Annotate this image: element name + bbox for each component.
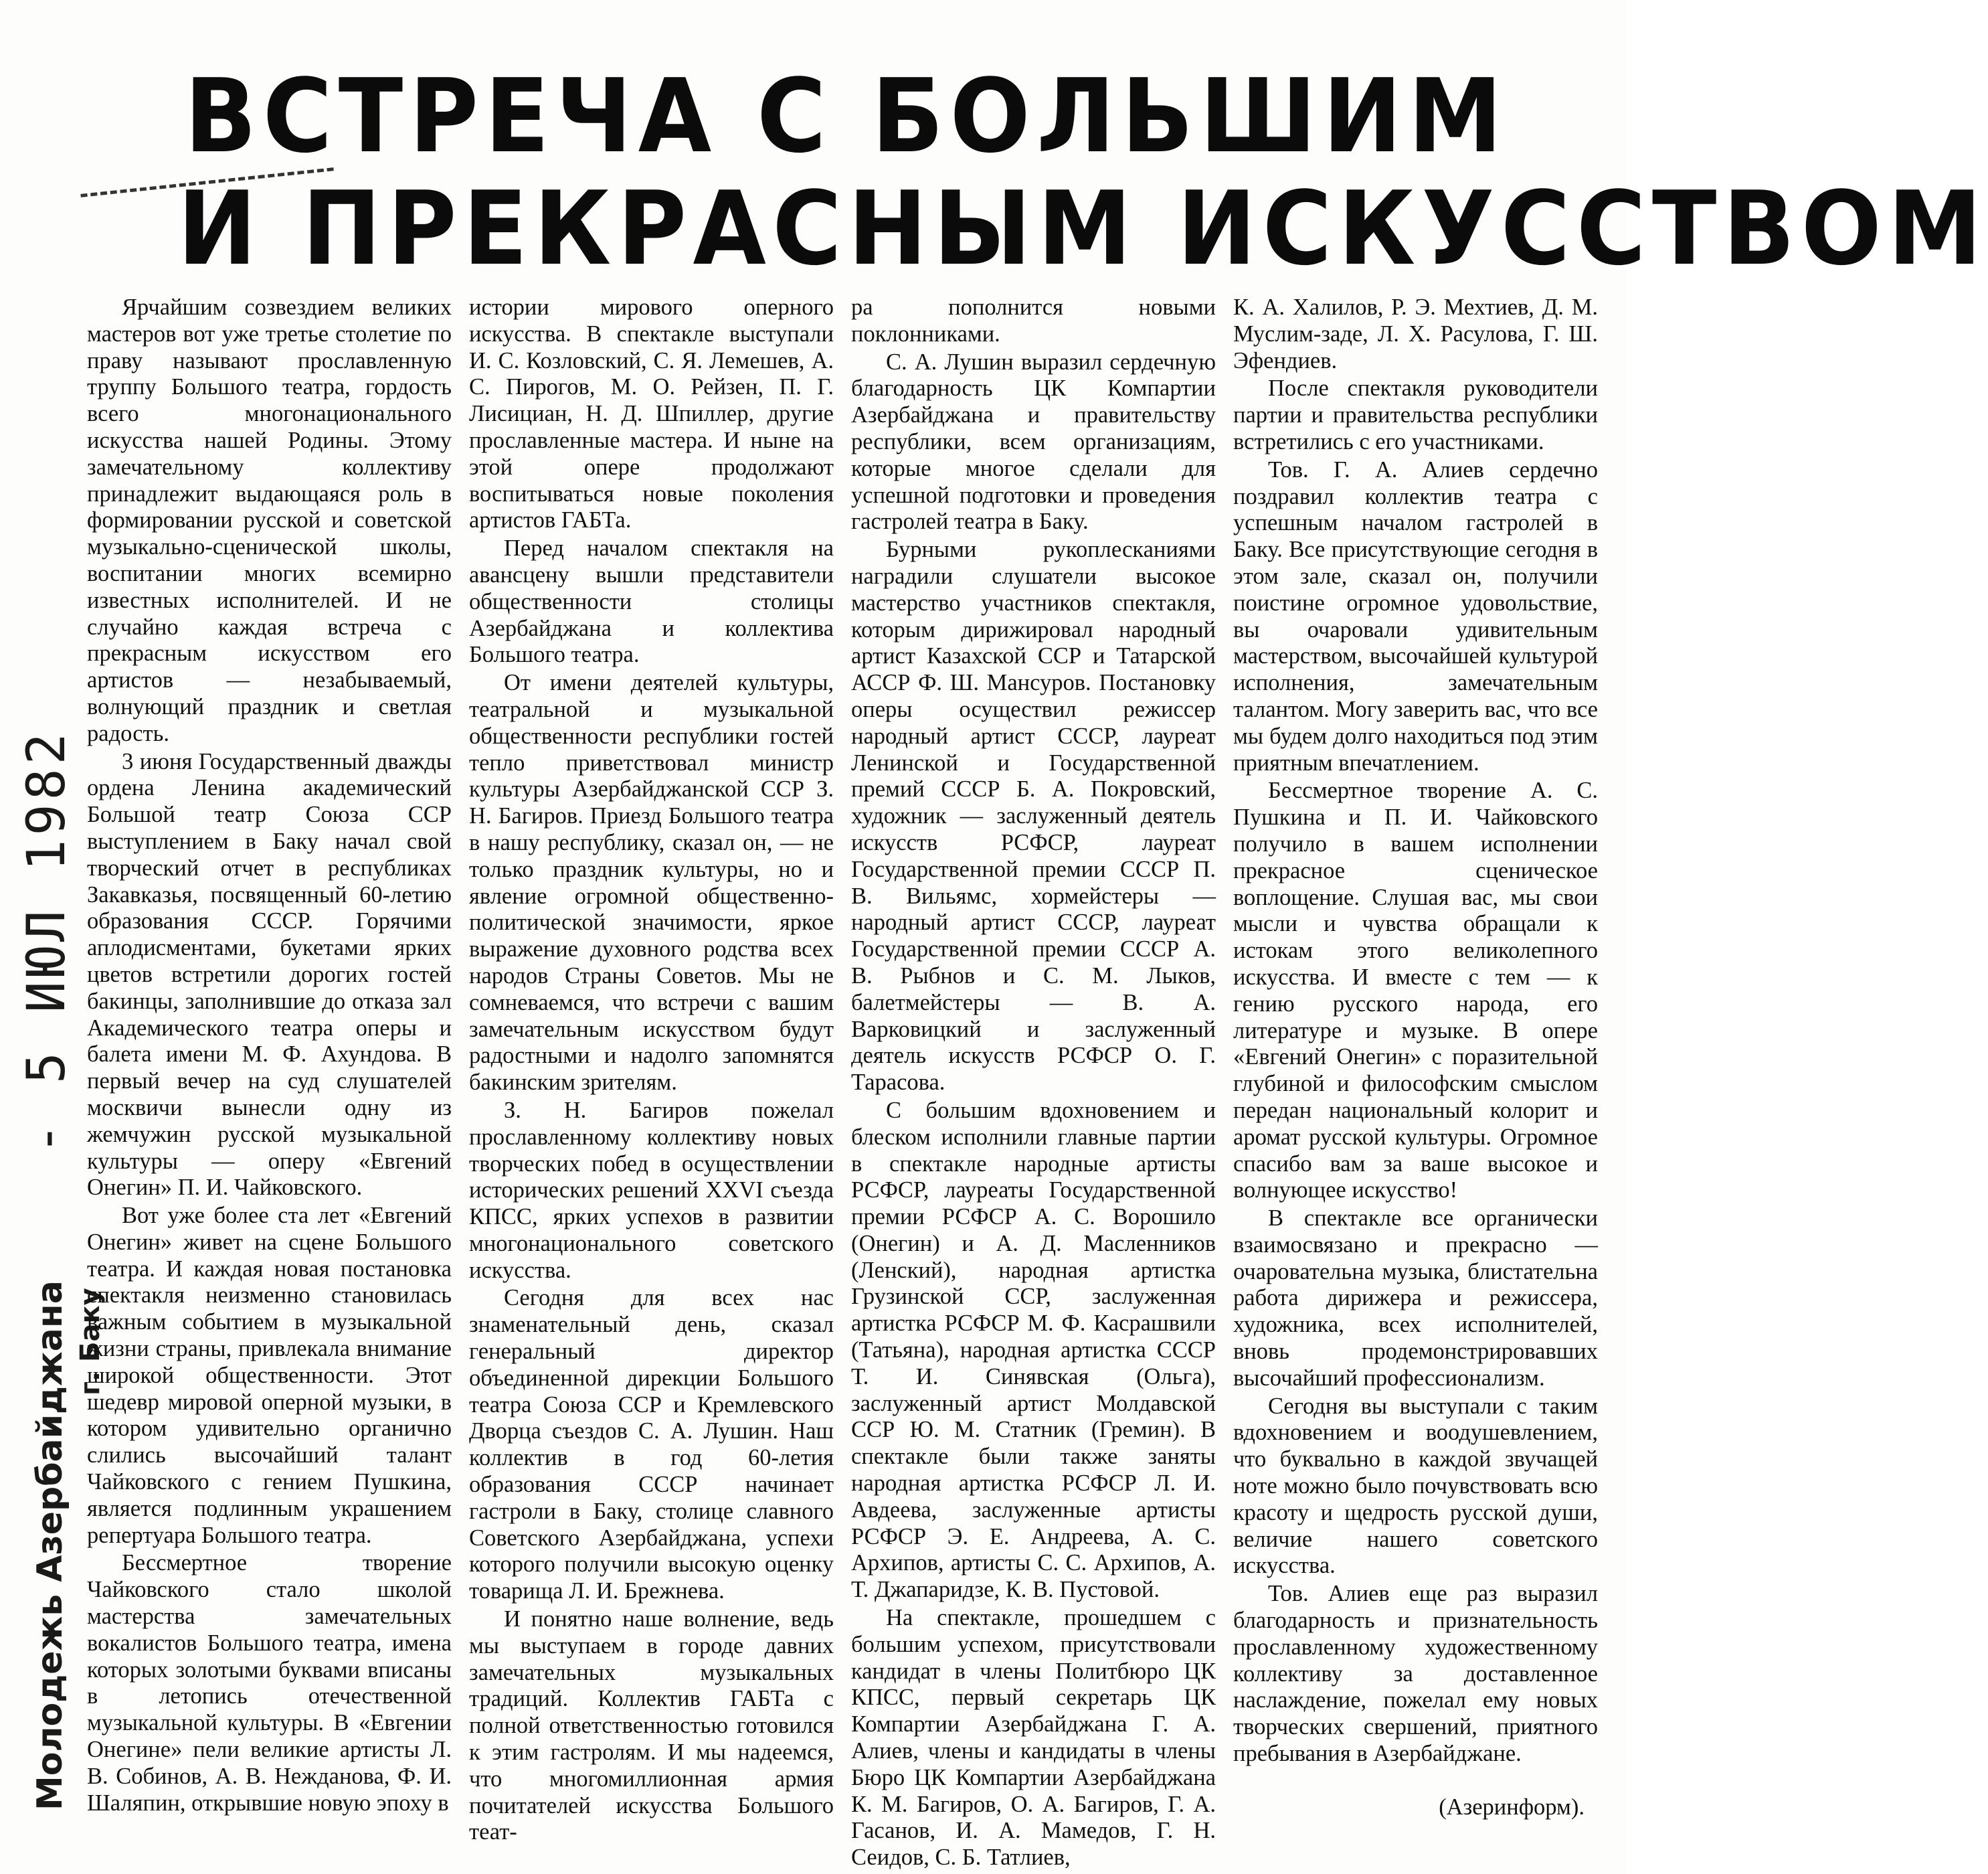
headline bbox=[177, 57, 1988, 288]
paragraph: 3 июня Государственный дважды ордена Ленина академический Большой театр Союза ССР выступлением в Баку начал свой творческий отчет в республиках Закавказья, посвященный 60-летию образования СССР. Горячими аплодисментами, букетами ярких цветов встретили дорогих гостей бакинцы, заполнившие до отказа зал Академического театра оперы и балета имени М. Ф. Ахундова. В первый вечер на суд слушателей москвичи вынесли одну из жемчужин русской музыкальной культуры — оперу «Евгений Онегин» П. И. Чайковского. bbox=[87, 748, 452, 1201]
headline-line-1: ВСТРЕЧА С БОЛЬШИМ bbox=[184, 57, 1509, 175]
paragraph: Сегодня для всех нас знаменательный день, сказал генеральный директор объединенной дирекции Большого театра Союза ССР и Кремлевского Дворца съездов С. А. Лушин. Наш коллектив в год 60-летия образования СССР начинает гастроли в Баку, столице славного Советского Азербайджана, успехи которого получили высокую оценку товарища Л. И. Брежнева. bbox=[469, 1285, 834, 1604]
article-body bbox=[87, 294, 1599, 1871]
paragraph: Вот уже более ста лет «Евгений Онегин» живет на сцене Большого театра. И каждая новая постановка спектакля неизменно становилась важным событием в музыкальной жизни страны, привлекала внимание широкой общественности. Этот шедевр мировой оперной музыки, в котором удивительно органично слились высочайший талант Чайковского с гением Пушкина, является подлинным украшением репертуара Большого театра. bbox=[87, 1203, 452, 1548]
newspaper-name: Молодежь Азербайджана bbox=[30, 1280, 70, 1810]
paragraph: С большим вдохновением и блеском исполнили главные партии в спектакле народные артисты РСФСР, лауреаты Государственной премии РСФСР А. С. Ворошило (Онегин) и А. Д. Масленников (Ленский), народная артистка Грузинской ССР, заслуженная артистка РСФСР М. Ф. Касрашвили (Татьяна), народная артистка СССР Т. И. Синявская (Ольга), заслуженный артист Молдавской ССР Ю. М. Статник (Гремин). В спектакле были также заняты народная артистка РСФСР Л. И. Авдеева, заслуженные артисты РСФСР Э. Е. Андреева, А. С. Архипов, артисты С. С. Архипов, А. Т. Джапаридзе, К. В. Пустовой. bbox=[851, 1097, 1216, 1603]
paragraph: Бурными рукоплесканиями наградили слушатели высокое мастерство участников спектакля, которым дирижировал народный артист Казахской ССР и Татарской АССР Ф. Ш. Мансуров. Постановку оперы осуществил режиссер народный артист СССР, лауреат Ленинской и Государственной премий СССР Б. А. Покровский, художник — заслуженный деятель искусств РСФСР, лауреат Государственной премии СССР П. В. Вильямс, хормейстеры — народный артист СССР, лауреат Государственной премии СССР А. В. Рыбнов и С. М. Лыков, балетмейстеры — В. А. Варковицкий и заслуженный деятель искусств РСФСР О. Г. Тарасова. bbox=[851, 537, 1216, 1096]
newspaper-city: г. Баку bbox=[75, 1288, 106, 1395]
paragraph: И понятно наше волнение, ведь мы выступаем в городе давних замечательных музыкальных традиций. Коллектив ГАБТа с полной ответственностью готовился к этим гастролям. И мы надеемся, что многомиллионная армия почитателей искусства Большого теат- bbox=[469, 1606, 834, 1845]
paragraph: К. А. Халилов, Р. Э. Мехтиев, Д. М. Муслим-заде, Л. Х. Расулова, Г. Ш. Эфендиев. bbox=[1233, 294, 1598, 373]
paragraph: Ярчайшим созвездием великих мастеров вот уже третье столетие по праву называют прославленную труппу Большого театра, гордость всего многонационального искусства нашей Родины. Этому замечательному коллективу принадлежит выдающаяся роль в формировании русской и советской музыкально-сценической школы, воспитании многих всемирно известных исполнителей. И не случайно каждая встреча с прекрасным искусством его артистов — незабываемый, волнующий праздник и светлая радость. bbox=[87, 294, 452, 746]
paragraph: В спектакле все органически взаимосвязано и прекрасно — очаровательна музыка, блистательна работа дирижера и режиссера, художника, всех исполнителей, вновь продемонстрировавших высочайший профессионализм. bbox=[1233, 1205, 1598, 1391]
paragraph: истории мирового оперного искусства. В спектакле выступали И. С. Козловский, С. Я. Лемешев, А. С. Пирогов, М. О. Рейзен, П. Г. Лисициан, Н. Д. Шпиллер, другие прославленные мастера. И ныне на этой опере продолжают воспитываться новые поколения артистов ГАБТа. bbox=[469, 294, 834, 533]
paragraph: Бессмертное творение А. С. Пушкина и П. И. Чайковского получило в вашем исполнении прекрасное сценическое воплощение. Слушая вас, мы свои мысли и чувства обращали к истокам этого великолепного искусства. И вместе с тем — к гению русского народа, его литературе и музыке. В опере «Евгений Онегин» с поразительной глубиной и философским смыслом передан национальный колорит и аромат русской культуры. Огромное спасибо вам за ваше высокое и волнующее искусство! bbox=[1233, 778, 1598, 1203]
headline-line-2: И ПРЕКРАСНЫМ ИСКУССТВОМ bbox=[177, 169, 1988, 288]
article-column-3 bbox=[851, 294, 1216, 1871]
paragraph: Тов. Г. А. Алиев сердечно поздравил коллектив театра с успешным началом гастролей в Баку. Все присутствующие сегодня в этом зале, сказал он, получили поистине огромное удовольствие, вы очаровали удивительным мастерством, высочайшей культурой исполнения, замечательным талантом. Могу заверить вас, что все мы будем долго находиться под этим приятным впечатлением. bbox=[1233, 456, 1598, 776]
article-column-1 bbox=[87, 294, 452, 1827]
paragraph: На спектакле, прошедшем с большим успехом, присутствовали кандидат в члены Политбюро ЦК КПСС, первый секретарь ЦК Компартии Азербайджана Г. А. Алиев, члены и кандидаты в члены Бюро ЦК Компартии Азербайджана К. М. Багиров, О. А. Багиров, Г. А. Гасанов, И. А. Мамедов, Г. Н. Сеидов, С. Б. Татлиев, bbox=[851, 1605, 1216, 1871]
news-agency-credit: (Азеринформ). bbox=[1439, 1794, 1585, 1820]
paragraph: С. А. Лушин выразил сердечную благодарность ЦК Компартии Азербайджана и правительству республики, всем организациям, которые многое сделали для успешной подготовки и проведения гастролей театра в Баку. bbox=[851, 349, 1216, 535]
paragraph: Бессмертное творение Чайковского стало школой мастерства замечательных вокалистов Большого театра, имена которых золотыми буквами вписаны в летопись отечественной музыкальной культуры. В «Евгении Онегине» пели великие артисты Л. В. Собинов, А. В. Нежданова, Ф. И. Шаляпин, открывшие новую эпоху в bbox=[87, 1550, 452, 1816]
article-column-4 bbox=[1233, 294, 1598, 1827]
paragraph: ра пополнится новыми поклонниками. bbox=[851, 294, 1216, 347]
paragraph: З. Н. Багиров пожелал прославленному коллективу новых творческих побед в осуществлении исторических решений XXVI съезда КПСС, ярких успехов в развитии многонационального советского искусства. bbox=[469, 1097, 834, 1283]
paragraph: От имени деятелей культуры, театральной и музыкальной общественности республики гостей тепло приветствовал министр культуры Азербайджанской ССР З. Н. Багиров. Приезд Большого театра в нашу республику, сказал он, — не только праздник культуры, но и явление огромной общественно-политической значимости, яркое выражение духовного родства всех народов Страны Советов. Мы не сомневаемся, что встречи с вашим замечательным искусством будут радостными и надолго запомнятся бакинским зрителям. bbox=[469, 670, 834, 1096]
paragraph: Тов. Алиев еще раз выразил благодарность и признательность прославленному художественному коллективу за доставленное наслаждение, пожелал ему новых творческих свершений, приятного пребывания в Азербайджане. bbox=[1233, 1581, 1598, 1767]
paragraph: Перед началом спектакля на авансцену вышли представители общественности столицы Азербайджана и коллектива Большого театра. bbox=[469, 535, 834, 668]
date-stamp: - 5 ИЮЛ 1982 bbox=[17, 729, 77, 1155]
paragraph: Сегодня вы выступали с таким вдохновением и воодушевлением, что буквально в каждой звучащей ноте можно было почувствовать всю красоту и щедрость русской души, величие нашего советского искусства. bbox=[1233, 1393, 1598, 1579]
paragraph: После спектакля руководители партии и правительства республики встретились с его участниками. bbox=[1233, 375, 1598, 454]
article-column-2 bbox=[469, 294, 834, 1845]
